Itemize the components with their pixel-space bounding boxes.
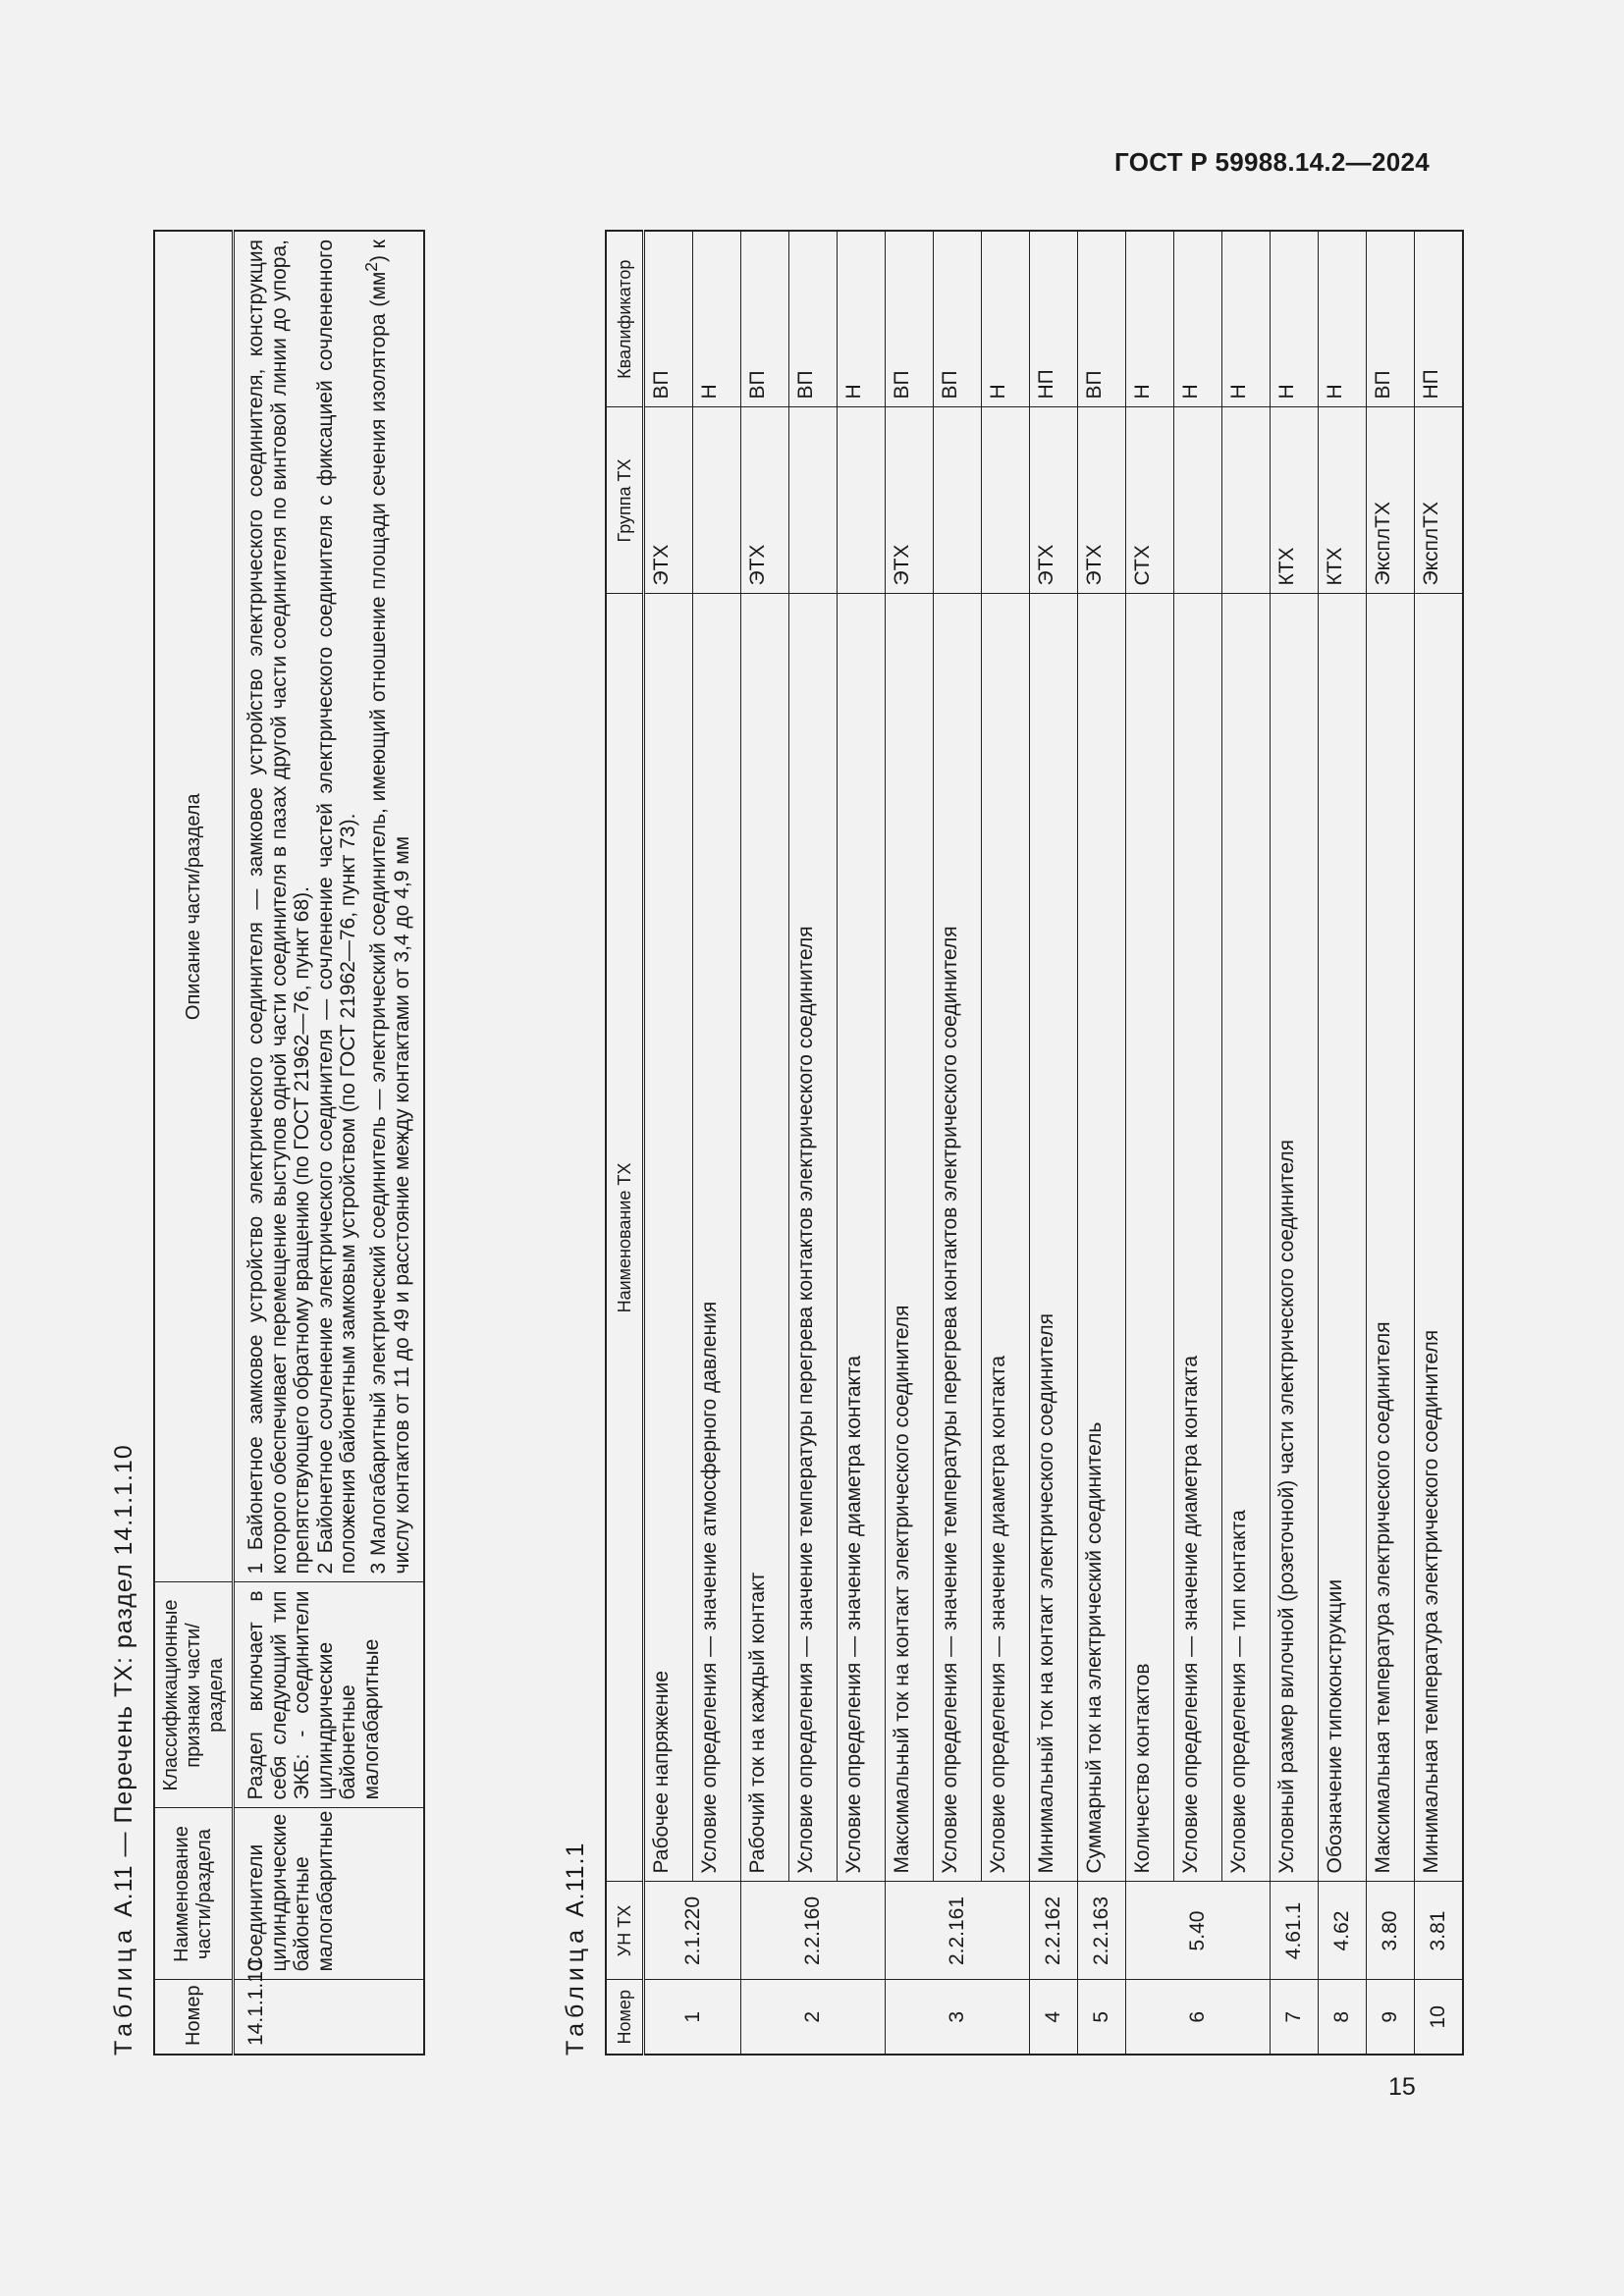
cell-description xyxy=(234,231,425,1582)
cell-name: Условие определения — значение диаметра контакта xyxy=(1174,594,1222,1882)
cell-name: Условие определения — значение атмосферного давления xyxy=(693,594,741,1882)
cell-name: Условие определения — значение диаметра контакта xyxy=(838,594,886,1882)
cell-group: ЭТХ xyxy=(644,407,693,594)
caption-prefix: Таблица xyxy=(110,1924,137,2056)
cell-code: 2.2.161 xyxy=(886,1882,1030,1980)
description-item-1: 1 Байонетное замковое устройство электрического соединителя — замковое устройство электрического соединителя, конструкция которого обеспечивает перемещение выступов одной части соединителя в пазах другой части соединителя по винтовой линии до упора, препятствующего обратному вращению (по ГОСТ 21962—76, пункт 68). xyxy=(244,240,314,1575)
table-a-caption xyxy=(110,1444,138,2056)
description-item-3 xyxy=(360,240,413,1575)
cell-group xyxy=(934,407,982,594)
cell-number: 6 xyxy=(1126,1980,1271,2055)
cell-group xyxy=(1222,407,1271,594)
cell-group: ЭТХ xyxy=(886,407,934,594)
cell-qualifier: Н xyxy=(1271,231,1319,407)
col-header-features: Классификационные признаки части/раздела xyxy=(154,1582,234,1808)
cell-qualifier: Н xyxy=(1319,231,1367,407)
table-row xyxy=(1078,231,1126,2055)
cell-number: 2 xyxy=(741,1980,886,2055)
cell-number: 9 xyxy=(1367,1980,1415,2055)
cell-code: 2.2.160 xyxy=(741,1882,886,1980)
cell-qualifier: Н xyxy=(1126,231,1174,407)
cell-qualifier: ВП xyxy=(789,231,838,407)
cell-name: Условный размер вилочной (розеточной) части электрического соединителя xyxy=(1271,594,1319,1882)
col-header-description: Описание части/раздела xyxy=(154,231,234,1582)
cell-name: Минимальная температура электрического соединителя xyxy=(1415,594,1464,1882)
cell-number: 1 xyxy=(644,1980,741,2055)
cell-qualifier: НП xyxy=(1415,231,1464,407)
table-row xyxy=(1271,231,1319,2055)
table-b xyxy=(605,230,1464,2056)
col-header-name: Наименование ТХ xyxy=(606,594,644,1882)
table-row xyxy=(1222,231,1271,2055)
col-header-qualifier: Квалификатор xyxy=(606,231,644,407)
cell-number: 7 xyxy=(1271,1980,1319,2055)
cell-code: 3.81 xyxy=(1415,1882,1464,1980)
table-row xyxy=(1030,231,1078,2055)
cell-group xyxy=(1174,407,1222,594)
table-row xyxy=(693,231,741,2055)
cell-name: Условие определения — тип контакта xyxy=(1222,594,1271,1882)
table-row xyxy=(741,231,789,2055)
table-a xyxy=(153,230,425,2056)
cell-qualifier: Н xyxy=(1222,231,1271,407)
cell-group: ЭксплТХ xyxy=(1367,407,1415,594)
cell-code: 5.40 xyxy=(1126,1882,1271,1980)
col-header-number: Номер xyxy=(606,1980,644,2055)
cell-group xyxy=(982,407,1030,594)
table-row xyxy=(789,231,838,2055)
cell-group xyxy=(693,407,741,594)
desc-3-part-b: ) к числу контактов от 11 до 49 и расстояние между контактами от 3,4 до 4,9 мм xyxy=(366,240,413,1575)
cell-group: ЭксплТХ xyxy=(1415,407,1464,594)
table-row xyxy=(234,231,425,2055)
cell-code: 3.80 xyxy=(1367,1882,1415,1980)
cell-number: 8 xyxy=(1319,1980,1367,2055)
document-code: ГОСТ Р 59988.14.2—2024 xyxy=(1114,147,1430,177)
col-header-code: УН ТХ xyxy=(606,1882,644,1980)
cell-code: 4.61.1 xyxy=(1271,1882,1319,1980)
cell-features: Раздел включает в себя следующий тип ЭКБ: - соединители цилиндрические байонетные малогабаритные xyxy=(234,1582,425,1808)
desc-3-superscript: 2 xyxy=(360,262,381,272)
page-number: 15 xyxy=(1388,2073,1416,2101)
cell-qualifier: Н xyxy=(693,231,741,407)
cell-qualifier: НП xyxy=(1030,231,1078,407)
cell-name: Соединители цилиндрические байонетные малогабаритные xyxy=(234,1808,425,1980)
table-b-caption xyxy=(562,1842,590,2056)
cell-group: ЭТХ xyxy=(741,407,789,594)
table-row xyxy=(934,231,982,2055)
cell-name: Рабочий ток на каждый контакт xyxy=(741,594,789,1882)
caption-text: А.11.1 xyxy=(562,1842,589,1918)
cell-name: Рабочее напряжение xyxy=(644,594,693,1882)
table-row xyxy=(1415,231,1464,2055)
table-row xyxy=(1319,231,1367,2055)
cell-qualifier: Н xyxy=(1174,231,1222,407)
table-row xyxy=(1126,231,1174,2055)
cell-name: Количество контактов xyxy=(1126,594,1174,1882)
cell-group xyxy=(838,407,886,594)
cell-qualifier: Н xyxy=(838,231,886,407)
caption-prefix: Таблица xyxy=(562,1924,589,2056)
cell-number: 14.1.1.10 xyxy=(234,1980,425,2055)
col-header-name: Наименование части/раздела xyxy=(154,1808,234,1980)
table-row xyxy=(1174,231,1222,2055)
cell-group: КТХ xyxy=(1271,407,1319,594)
cell-name: Обозначение типоконструкции xyxy=(1319,594,1367,1882)
cell-code: 2.1.220 xyxy=(644,1882,741,1980)
rotated-page-content xyxy=(110,216,1449,2061)
table-row xyxy=(644,231,693,2055)
cell-name: Минимальный ток на контакт электрического соединителя xyxy=(1030,594,1078,1882)
cell-name: Условие определения — значение температуры перегрева контактов электрического соединителя xyxy=(934,594,982,1882)
cell-name: Суммарный ток на электрический соединитель xyxy=(1078,594,1126,1882)
cell-qualifier: ВП xyxy=(644,231,693,407)
cell-group: КТХ xyxy=(1319,407,1367,594)
cell-qualifier: ВП xyxy=(741,231,789,407)
cell-number: 10 xyxy=(1415,1980,1464,2055)
table-row xyxy=(838,231,886,2055)
cell-code: 4.62 xyxy=(1319,1882,1367,1980)
cell-group: ЭТХ xyxy=(1030,407,1078,594)
cell-group: СТХ xyxy=(1126,407,1174,594)
description-item-2: 2 Байонетное сочленение электрического соединителя — сочленение частей электрического соединителя с фиксацией сочлененного положения байонетным замковым устройством (по ГОСТ 21962—76, пункт 73). xyxy=(313,240,360,1575)
table-row xyxy=(1367,231,1415,2055)
cell-qualifier: ВП xyxy=(886,231,934,407)
cell-qualifier: ВП xyxy=(1078,231,1126,407)
cell-qualifier: Н xyxy=(982,231,1030,407)
caption-text: А.11 — Перечень ТХ: раздел 14.1.1.10 xyxy=(110,1444,137,1918)
cell-qualifier: ВП xyxy=(1367,231,1415,407)
cell-group: ЭТХ xyxy=(1078,407,1126,594)
cell-name: Максимальная температура электрического соединителя xyxy=(1367,594,1415,1882)
cell-number: 4 xyxy=(1030,1980,1078,2055)
cell-name: Условие определения — значение диаметра контакта xyxy=(982,594,1030,1882)
col-header-group: Группа ТХ xyxy=(606,407,644,594)
cell-number: 5 xyxy=(1078,1980,1126,2055)
cell-qualifier: ВП xyxy=(934,231,982,407)
cell-code: 2.2.163 xyxy=(1078,1882,1126,1980)
cell-number: 3 xyxy=(886,1980,1030,2055)
desc-3-part-a: 3 Малогабаритный электрический соединитель — электрический соединитель, имеющий отношение площади сечения изолятора (мм xyxy=(366,271,390,1575)
cell-code: 2.2.162 xyxy=(1030,1882,1078,1980)
cell-group xyxy=(789,407,838,594)
cell-name: Условие определения — значение температуры перегрева контактов электрического соединителя xyxy=(789,594,838,1882)
cell-name: Максимальный ток на контакт электрического соединителя xyxy=(886,594,934,1882)
col-header-number: Номер xyxy=(154,1980,234,2055)
table-row xyxy=(982,231,1030,2055)
table-row xyxy=(886,231,934,2055)
